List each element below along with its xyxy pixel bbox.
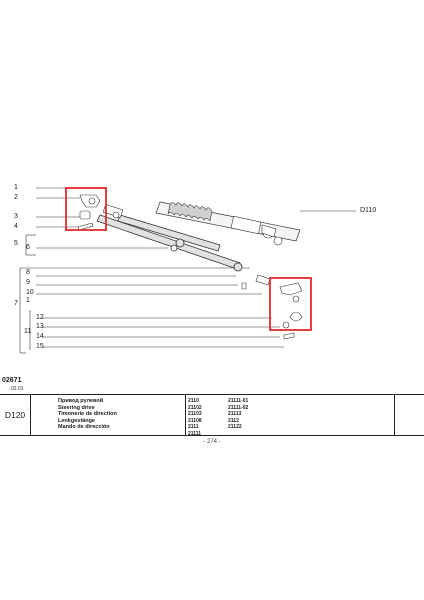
section-code: D120 [4, 410, 26, 420]
model-item: 2110 [188, 398, 199, 404]
callout-2: 2 [14, 194, 18, 201]
model-item: 2111 [188, 424, 199, 430]
drawing-code: 02671 [2, 377, 22, 384]
model-item: 21111-02 [228, 404, 249, 411]
callout-1: 1 [14, 184, 18, 191]
divider [185, 395, 186, 435]
callout-3: 3 [14, 213, 18, 220]
callout-8: 8 [26, 269, 30, 276]
callout-12: 12 [36, 314, 44, 321]
callout-4: 4 [14, 223, 18, 230]
title-en: Steering drive [58, 404, 95, 411]
callout-11: 11 [24, 328, 32, 335]
model-item: 21122 [228, 424, 242, 430]
title-de: Lenkgestänge [58, 417, 95, 424]
title-fr: Timonerie de direction [58, 411, 117, 417]
model-item: 2112 [228, 417, 239, 424]
model-item: 21108 [188, 417, 202, 424]
callout-1b: 1 [26, 297, 30, 304]
callout-13: 13 [36, 323, 44, 330]
models-column-1 [188, 398, 202, 437]
callout-5: 5 [14, 240, 18, 247]
highlight-box-left [66, 188, 106, 230]
model-item: 21113 [228, 411, 242, 417]
callout-9: 9 [26, 279, 30, 286]
exploded-parts-diagram [0, 175, 424, 370]
page-number: - 274 - [203, 439, 221, 445]
callout-10: 10 [26, 289, 34, 296]
steering-drive-drawing [0, 175, 424, 370]
model-item: 21111-01 [228, 398, 249, 404]
callout-7: 7 [14, 300, 18, 307]
title-ru: Привод рулевой [58, 398, 104, 404]
parts-table-header [0, 394, 424, 436]
divider [394, 395, 395, 435]
section-titles [58, 398, 117, 431]
model-item: 21111 [188, 430, 202, 437]
callout-d110: D110 [360, 207, 377, 214]
callout-15: 15 [36, 343, 44, 350]
drawing-code-sub: →02.01 [6, 386, 24, 392]
model-item: 21103 [188, 411, 202, 417]
callout-14: 14 [36, 333, 44, 340]
model-item: 21102 [188, 404, 202, 411]
models-column-2 [228, 398, 248, 431]
title-es: Mando de dirección [58, 424, 110, 430]
callout-6: 6 [26, 244, 30, 251]
section-code-box [0, 395, 31, 435]
